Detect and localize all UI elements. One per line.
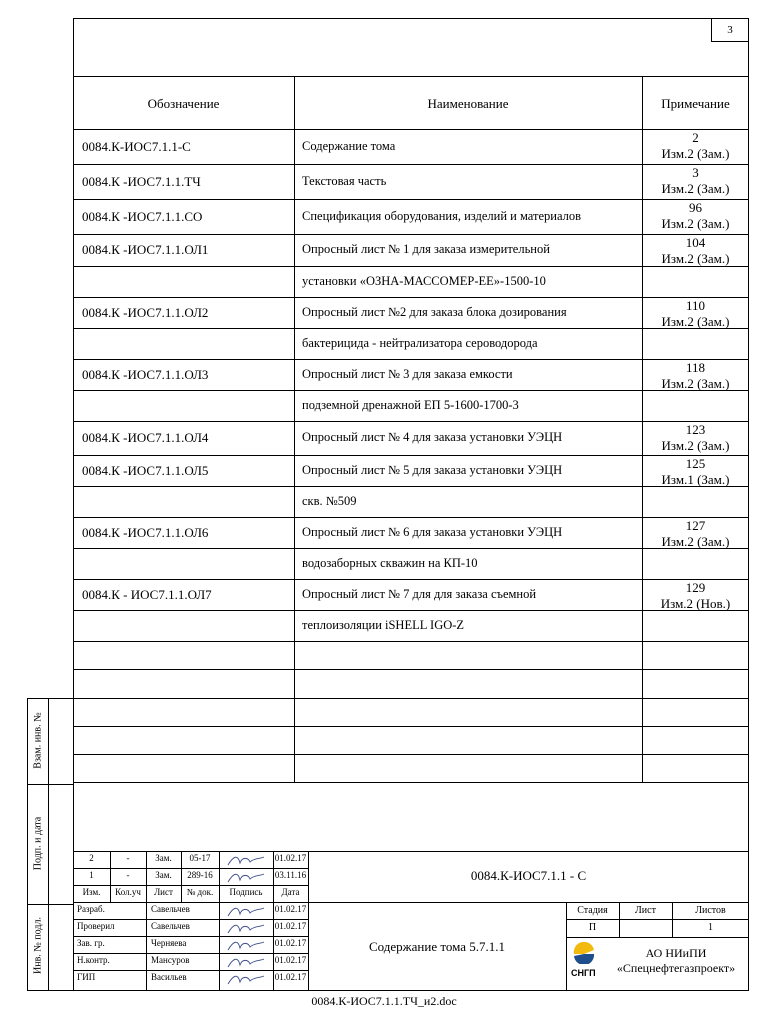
row-name: подземной дренажной ЕП 5-1600-1700-3: [302, 397, 519, 412]
row-name: Спецификация оборудования, изделий и материалов: [302, 208, 582, 223]
person-name: Васильев: [151, 972, 187, 982]
side-label-podp: Подп. и дата: [32, 816, 44, 871]
person-role: ГИП: [77, 972, 96, 982]
header-name: Наименование: [427, 96, 509, 111]
change-kol: -: [126, 853, 130, 863]
row-note-page: 118: [685, 360, 706, 375]
row-note-revision: Изм.2 (Зам.): [661, 534, 730, 549]
change-kol: -: [126, 870, 130, 880]
row-name: Опросный лист №2 для заказа блока дозирования: [302, 304, 567, 319]
company-logo-icon: [572, 942, 596, 964]
col-divider-1: [294, 76, 295, 782]
tb-line: [566, 937, 749, 938]
person-name: Мансуров: [151, 955, 190, 965]
row-name: установки «ОЗНА-МАССОМЕР-ЕЕ»-1500-10: [302, 273, 546, 288]
row-designation: 0084.К -ИОС7.1.1.ОЛ5: [82, 462, 209, 478]
row-designation: 0084.К -ИОС7.1.1.ОЛ1: [82, 242, 209, 257]
side-label-inv: Инв. № подл.: [32, 917, 44, 974]
filename-footer: 0084.К-ИОС7.1.1.ТЧ_и2.doc: [311, 994, 457, 1008]
row-name: водозаборных скважин на КП-10: [302, 555, 478, 570]
row-note-revision: Изм.2 (Зам.): [661, 314, 730, 329]
person-role: Разраб.: [77, 904, 105, 914]
row-name: Опросный лист № 5 для заказа установки УЭЦН: [302, 462, 563, 477]
row-name: Опросный лист № 1 для заказа измерительной: [302, 242, 550, 256]
change-header-sign: Подпись: [229, 887, 263, 897]
change-date: 03.11.16: [274, 870, 307, 880]
row-name: Опросный лист № 6 для заказа установки УЭЦН: [302, 524, 563, 539]
change-doc: 289-16: [187, 870, 213, 880]
row-note-page: 2: [692, 130, 699, 145]
row-name: Опросный лист № 3 для заказа емкости: [302, 366, 513, 381]
tb-line: [73, 902, 749, 903]
row-designation: 0084.К -ИОС7.1.1.ТЧ: [82, 173, 201, 189]
row-note-page: 127: [685, 518, 706, 533]
row-name: Текстовая часть: [302, 173, 387, 188]
person-name: Савельчев: [151, 921, 190, 931]
change-doc: 05-17: [189, 853, 211, 863]
signature-mark: [226, 955, 266, 969]
person-name: Черняева: [151, 938, 187, 948]
change-num: 2: [89, 853, 94, 863]
row-note-page: 123: [685, 422, 706, 437]
row-note-page: 125: [685, 456, 706, 471]
row-designation: 0084.К -ИОС7.1.1.ОЛ6: [82, 524, 209, 540]
table-top-line: [73, 76, 749, 77]
signature-mark: [226, 870, 266, 884]
row-note-revision: Изм.2 (Зам.): [661, 251, 730, 266]
row-note-page: 96: [689, 200, 702, 215]
doc-title: Содержание тома 5.7.1.1: [368, 939, 506, 954]
change-date: 01.02.17: [274, 853, 307, 863]
row-name: Опросный лист № 7 для для заказа съемной: [302, 586, 537, 601]
row-designation: 0084.К -ИОС7.1.1.ОЛ3: [82, 366, 209, 382]
tb-top-line: [73, 851, 749, 852]
row-note-revision: Изм.1 (Зам.): [661, 472, 730, 487]
person-date: 01.02.17: [274, 972, 307, 982]
change-header-date: Дата: [281, 887, 300, 897]
sheet-header: Лист: [635, 905, 656, 916]
signature-mark: [226, 921, 266, 935]
company-name-line1: АО НИиПИ: [645, 946, 707, 960]
sheets-header: Листов: [695, 905, 726, 916]
company-logo-text: СНГП: [571, 968, 596, 978]
change-num: 1: [89, 870, 94, 880]
person-date: 01.02.17: [274, 904, 307, 914]
row-name: скв. №509: [302, 493, 357, 508]
row-note-page: 110: [685, 298, 706, 313]
header-designation: Обозначение: [147, 96, 220, 111]
change-header-list: Лист: [154, 887, 173, 897]
row-designation: 0084.К - ИОС7.1.1.ОЛ7: [82, 586, 212, 602]
side-label-vzam: Взам. инв. №: [32, 712, 44, 769]
doc-code: 0084.К-ИОС7.1.1 - С: [470, 868, 587, 883]
row-note-revision: Изм.2 (Зам.): [661, 376, 730, 391]
row-separator: [73, 641, 749, 642]
empty-row-separator: [73, 669, 749, 670]
signature-mark: [226, 938, 266, 952]
person-name: Савельчев: [151, 904, 190, 914]
change-header-izm: Изм.: [82, 887, 101, 897]
signature-mark: [226, 904, 266, 918]
change-header-kol: Кол.уч: [115, 887, 141, 897]
empty-row-separator: [73, 754, 749, 755]
empty-row-separator: [73, 726, 749, 727]
row-note-page: 129: [685, 580, 706, 595]
person-date: 01.02.17: [274, 921, 307, 931]
row-note-revision: Изм.2 (Зам.): [661, 438, 730, 453]
row-designation: 0084.К -ИОС7.1.1.ОЛ4: [82, 430, 209, 445]
signature-mark: [226, 853, 266, 867]
row-note-page: 104: [685, 235, 706, 250]
change-header-doc: № док.: [186, 887, 214, 897]
empty-row-separator: [73, 698, 749, 699]
stage-header: Стадия: [577, 905, 608, 916]
change-list: Зам.: [155, 870, 172, 880]
row-name: бактерицида - нейтрализатора сероводорода: [302, 335, 538, 350]
person-role: Зав. гр.: [77, 938, 105, 948]
sheets-value: 1: [708, 922, 713, 933]
row-designation: 0084.К -ИОС7.1.1.ОЛ2: [82, 304, 209, 320]
stage-value: П: [588, 922, 597, 933]
row-note-revision: Изм.2 (Нов.): [660, 596, 731, 611]
row-separator: [73, 266, 749, 267]
person-date: 01.02.17: [274, 938, 307, 948]
sheet-number: 3: [727, 24, 733, 36]
row-designation: 0084.К -ИОС7.1.1.СО: [82, 208, 203, 224]
row-note-revision: Изм.2 (Зам.): [661, 216, 730, 231]
row-designation: 0084.К-ИОС7.1.1-С: [82, 138, 191, 154]
person-role: Проверил: [77, 921, 115, 931]
signature-mark: [226, 972, 266, 986]
company-name-line2: «Спецнефтегазпроект»: [616, 961, 736, 975]
person-date: 01.02.17: [274, 955, 307, 965]
side-strip-divider: [48, 698, 49, 991]
row-note-revision: Изм.2 (Зам.): [661, 146, 730, 161]
header-note: Примечание: [661, 96, 730, 111]
table-bottom-line: [73, 782, 749, 783]
person-role: Н.контр.: [77, 955, 110, 965]
row-note-page: 3: [692, 165, 699, 180]
row-name: теплоизоляции iSHELL IGO-Z: [302, 617, 465, 632]
row-name: Опросный лист № 4 для заказа установки УЭЦН: [302, 430, 563, 444]
tb-vline: [219, 851, 220, 991]
row-name: Содержание тома: [302, 138, 396, 153]
tb-line: [566, 919, 749, 920]
row-note-revision: Изм.2 (Зам.): [661, 181, 730, 196]
change-list: Зам.: [155, 853, 172, 863]
